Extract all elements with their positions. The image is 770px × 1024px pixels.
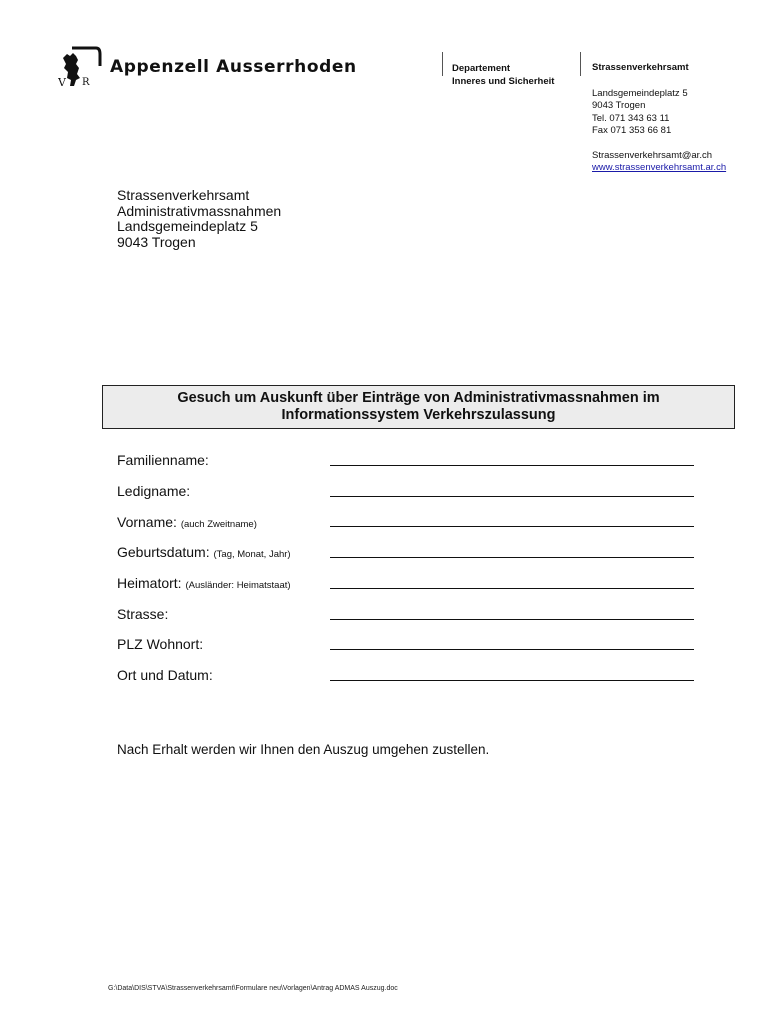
- field-label-vorname: Vorname: (auch Zweitname): [117, 514, 257, 530]
- department-block: [452, 62, 554, 88]
- office-city: 9043 Trogen: [592, 100, 646, 111]
- department-line: Departement: [452, 63, 511, 74]
- ledigname-input-line[interactable]: [330, 496, 694, 497]
- office-contact-block: [592, 62, 726, 175]
- field-hint: (auch Zweitname): [180, 519, 257, 530]
- field-hint: (Tag, Monat, Jahr): [213, 549, 291, 560]
- svg-text:V: V: [58, 76, 66, 89]
- recipient-address: [117, 188, 281, 250]
- heimatort-input-line[interactable]: [330, 588, 694, 589]
- office-tel: Tel. 071 343 63 11: [592, 112, 670, 124]
- form-title-line: Informationssystem Verkehrszulassung: [281, 407, 556, 423]
- recipient-line: 9043 Trogen: [117, 233, 196, 250]
- brand-name: Appenzell Ausserrhoden: [110, 57, 357, 77]
- header-divider: [580, 52, 581, 76]
- header-divider: [442, 52, 443, 76]
- field-label-geburtsdatum: Geburtsdatum: (Tag, Monat, Jahr): [117, 544, 291, 560]
- vorname-input-line[interactable]: [330, 526, 694, 527]
- field-label-strasse: Strasse:: [117, 606, 169, 622]
- field-label-ort-datum: Ort und Datum:: [117, 667, 213, 683]
- plz-wohnort-input-line[interactable]: [330, 649, 694, 650]
- department-line: Inneres und Sicherheit: [452, 76, 555, 87]
- office-website-link[interactable]: www.strassenverkehrsamt.ar.ch: [592, 162, 727, 173]
- form-title: [102, 385, 735, 429]
- office-email: Strassenverkehrsamt@ar.ch: [592, 149, 712, 161]
- coat-of-arms-logo: [58, 44, 102, 90]
- field-label-familienname: Familienname:: [117, 452, 209, 468]
- svg-text:R: R: [82, 77, 90, 88]
- form-title-line: Gesuch um Auskunft über Einträge von Administrativmassnahmen im: [177, 390, 660, 406]
- office-fax: Fax 071 353 66 81: [592, 125, 672, 136]
- recipient-line: Strassenverkehrsamt: [117, 187, 250, 203]
- closing-note: Nach Erhalt werden wir Ihnen den Auszug umgehen zustellen.: [117, 742, 490, 757]
- field-hint: (Ausländer: Heimatstaat): [185, 580, 291, 591]
- office-title: Strassenverkehrsamt: [592, 62, 689, 73]
- recipient-line: Administrativmassnahmen: [117, 202, 282, 219]
- field-label-heimatort: Heimatort: (Ausländer: Heimatstaat): [117, 575, 291, 591]
- file-path-footer: G:\Data\DIS\STVA\Strassenverkehrsamt\Formulare neu\Vorlagen\Antrag ADMAS Auszug.doc: [108, 985, 398, 992]
- geburtsdatum-input-line[interactable]: [330, 557, 694, 558]
- field-label-plz-wohnort: PLZ Wohnort:: [117, 636, 204, 652]
- strasse-input-line[interactable]: [330, 619, 694, 620]
- office-street: Landsgemeindeplatz 5: [592, 87, 688, 99]
- recipient-line: Landsgemeindeplatz 5: [117, 218, 258, 234]
- familienname-input-line[interactable]: [330, 465, 694, 466]
- ort-datum-input-line[interactable]: [330, 680, 694, 681]
- field-label-ledigname: Ledigname:: [117, 483, 191, 499]
